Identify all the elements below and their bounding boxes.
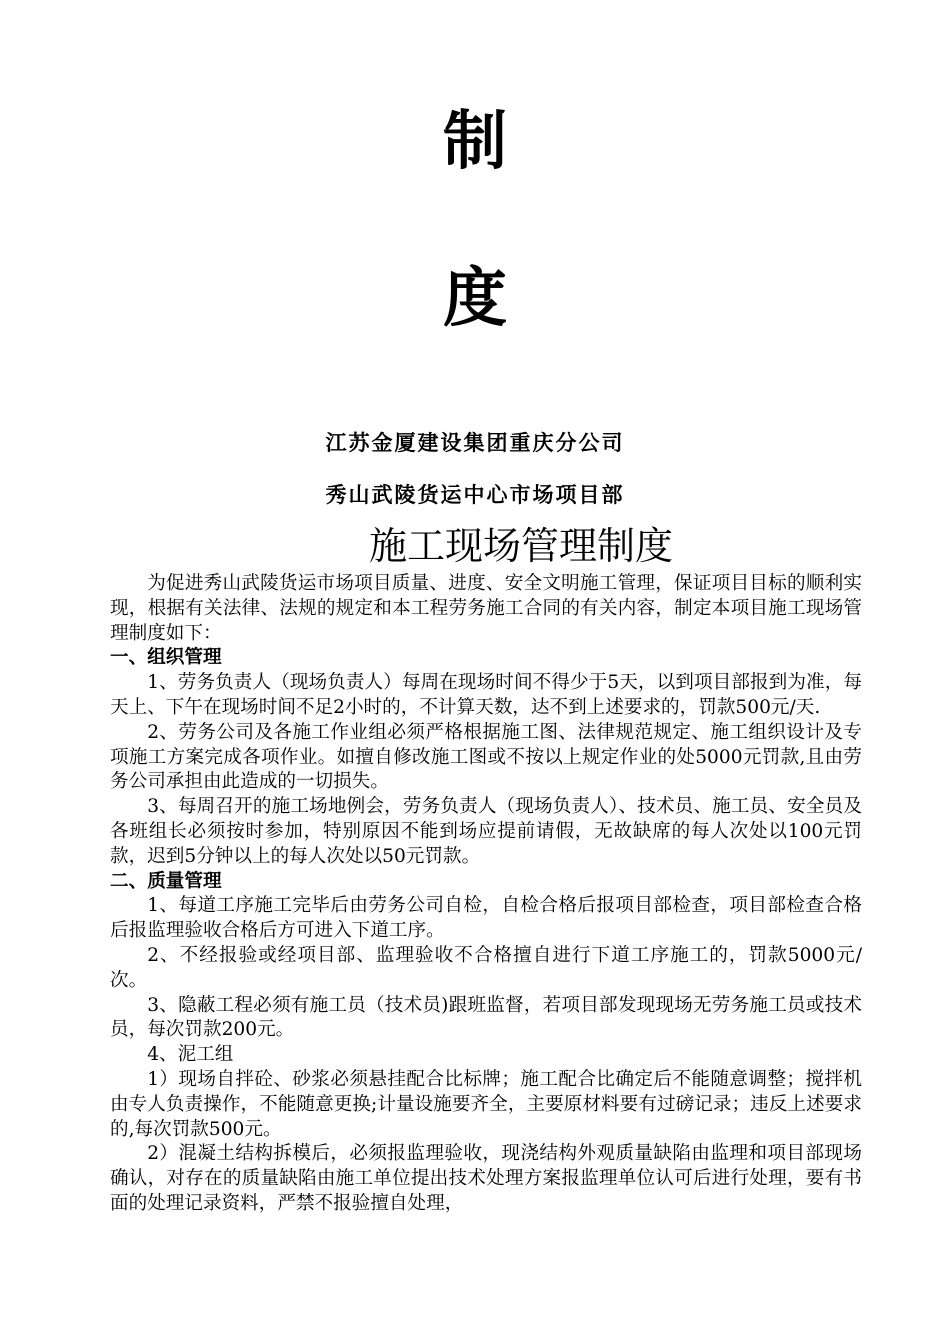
paragraph: 1、劳务负责人（现场负责人）每周在现场时间不得少于5天，以到项目部报到为准，每天上、下午在现场时间不足2小时的，不计算天数，达不到上述要求的，罚款500元/天.: [110, 672, 862, 718]
paragraph: 3、每周召开的施工场地例会，劳务负责人（现场负责人）、技术员、施工员、安全员及各班组长必须按时参加，特别原因不能到场应提前请假，无故缺席的每人次处以100元罚款，迟到5分钟以上的每人次处以50元罚款。: [110, 796, 862, 867]
paragraph: 2）混凝土结构拆模后，必须报监理验收，现浇结构外观质量缺陷由监理和项目部现场确认，对存在的质量缺陷由施工单位提出技术处理方案报监理单位认可后进行处理，要有书面的处理记录资料，严禁不报验擅自处理，: [110, 1143, 862, 1214]
paragraph: 1）现场自拌砼、砂浆必须悬挂配合比标牌；施工配合比确定后不能随意调整；搅拌机由专人负责操作，不能随意更换;计量设施要齐全，主要原材料要有过磅记录；违反上述要求的,每次罚款500元。: [110, 1068, 862, 1140]
paragraph: 2、劳务公司及各施工作业组必须严格根据施工图、法律规范规定、施工组织设计及专项施工方案完成各项作业。如擅自修改施工图或不按以上规定作业的处5000元罚款,且由劳务公司承担由此造成的一切损失。: [110, 721, 862, 793]
paragraph: 4、泥工组: [147, 1044, 234, 1066]
cover-char-zhi: 制: [443, 104, 507, 179]
document-title: 施工现场管理制度: [368, 524, 673, 568]
paragraph: 2、不经报验或经项目部、监理验收不合格擅自进行下道工序施工的，罚款5000元/次。: [110, 944, 862, 991]
document-body: [110, 572, 862, 1217]
section-heading-organization: 一、组织管理: [110, 647, 222, 669]
section-heading-quality: 二、质量管理: [110, 870, 222, 892]
paragraph: 1、每道工序施工完毕后由劳务公司自检，自检合格后报项目部检查，项目部检查合格后报监理验收合格后方可进入下道工序。: [110, 895, 862, 942]
project-department: 秀山武陵货运中心市场项目部: [325, 482, 625, 507]
company-name: 江苏金厦建设集团重庆分公司: [325, 430, 625, 455]
intro-paragraph: 为促进秀山武陵货运市场项目质量、进度、安全文明施工管理，保证项目目标的顺利实现，根据有关法律、法规的规定和本工程劳务施工合同的有关内容，制定本项目施工现场管理制度如下：: [110, 573, 862, 644]
cover-char-du: 度: [443, 261, 507, 336]
paragraph: 3、隐蔽工程必须有施工员（技术员)跟班监督，若项目部发现现场无劳务施工员或技术员，每次罚款200元。: [110, 994, 862, 1041]
